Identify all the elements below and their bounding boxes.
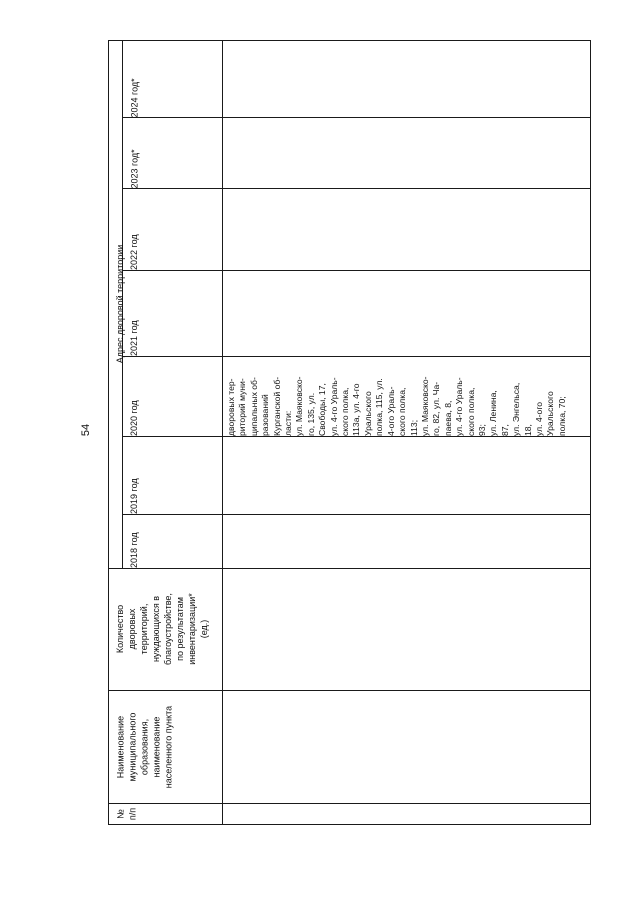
year-header-2019: 2019 год — [129, 478, 139, 514]
year-header-2021: 2021 год — [129, 320, 139, 356]
address-group-header: Адрес дворовой территории — [115, 244, 125, 364]
year-header-2018: 2018 год — [129, 532, 139, 568]
name-column-header: Наименование муниципального образования, наименование населенного пункта — [115, 705, 173, 788]
year-header-2020: 2020 год — [129, 400, 139, 436]
table-border-right — [590, 40, 591, 825]
count-column-header: Количество дворовых территорий, нуждающихся в благоустройстве, по результатам инвентаризации* (ед.) — [115, 593, 209, 665]
year-header-2022: 2022 год — [129, 234, 139, 270]
number-column-header: № п/п — [115, 807, 137, 820]
year-header-2024: 2024 год* — [129, 77, 139, 117]
page-number: 54 — [80, 423, 92, 437]
address-2020-cell: дворовых тер- риторий муни- ципальных об- разований Курганской об- ласти: ул. Маяковско- го, 135, ул. Свободы, 17, ул. 4-го Ураль- ского полка, 113а, ул. 4-го Уральского полка, 115, ул. 4-ого Ураль- ского полка, 113; ул. Маяковско- го, 82, ул. Ча- паева, 8, ул. 4-го Ураль- ского полка, 93; ул. Ленина, 87, ул. Энгельса, 18, ул. 4-ого Уральского полка, 70; — [226, 376, 567, 436]
year-header-2023: 2023 год* — [129, 148, 139, 188]
